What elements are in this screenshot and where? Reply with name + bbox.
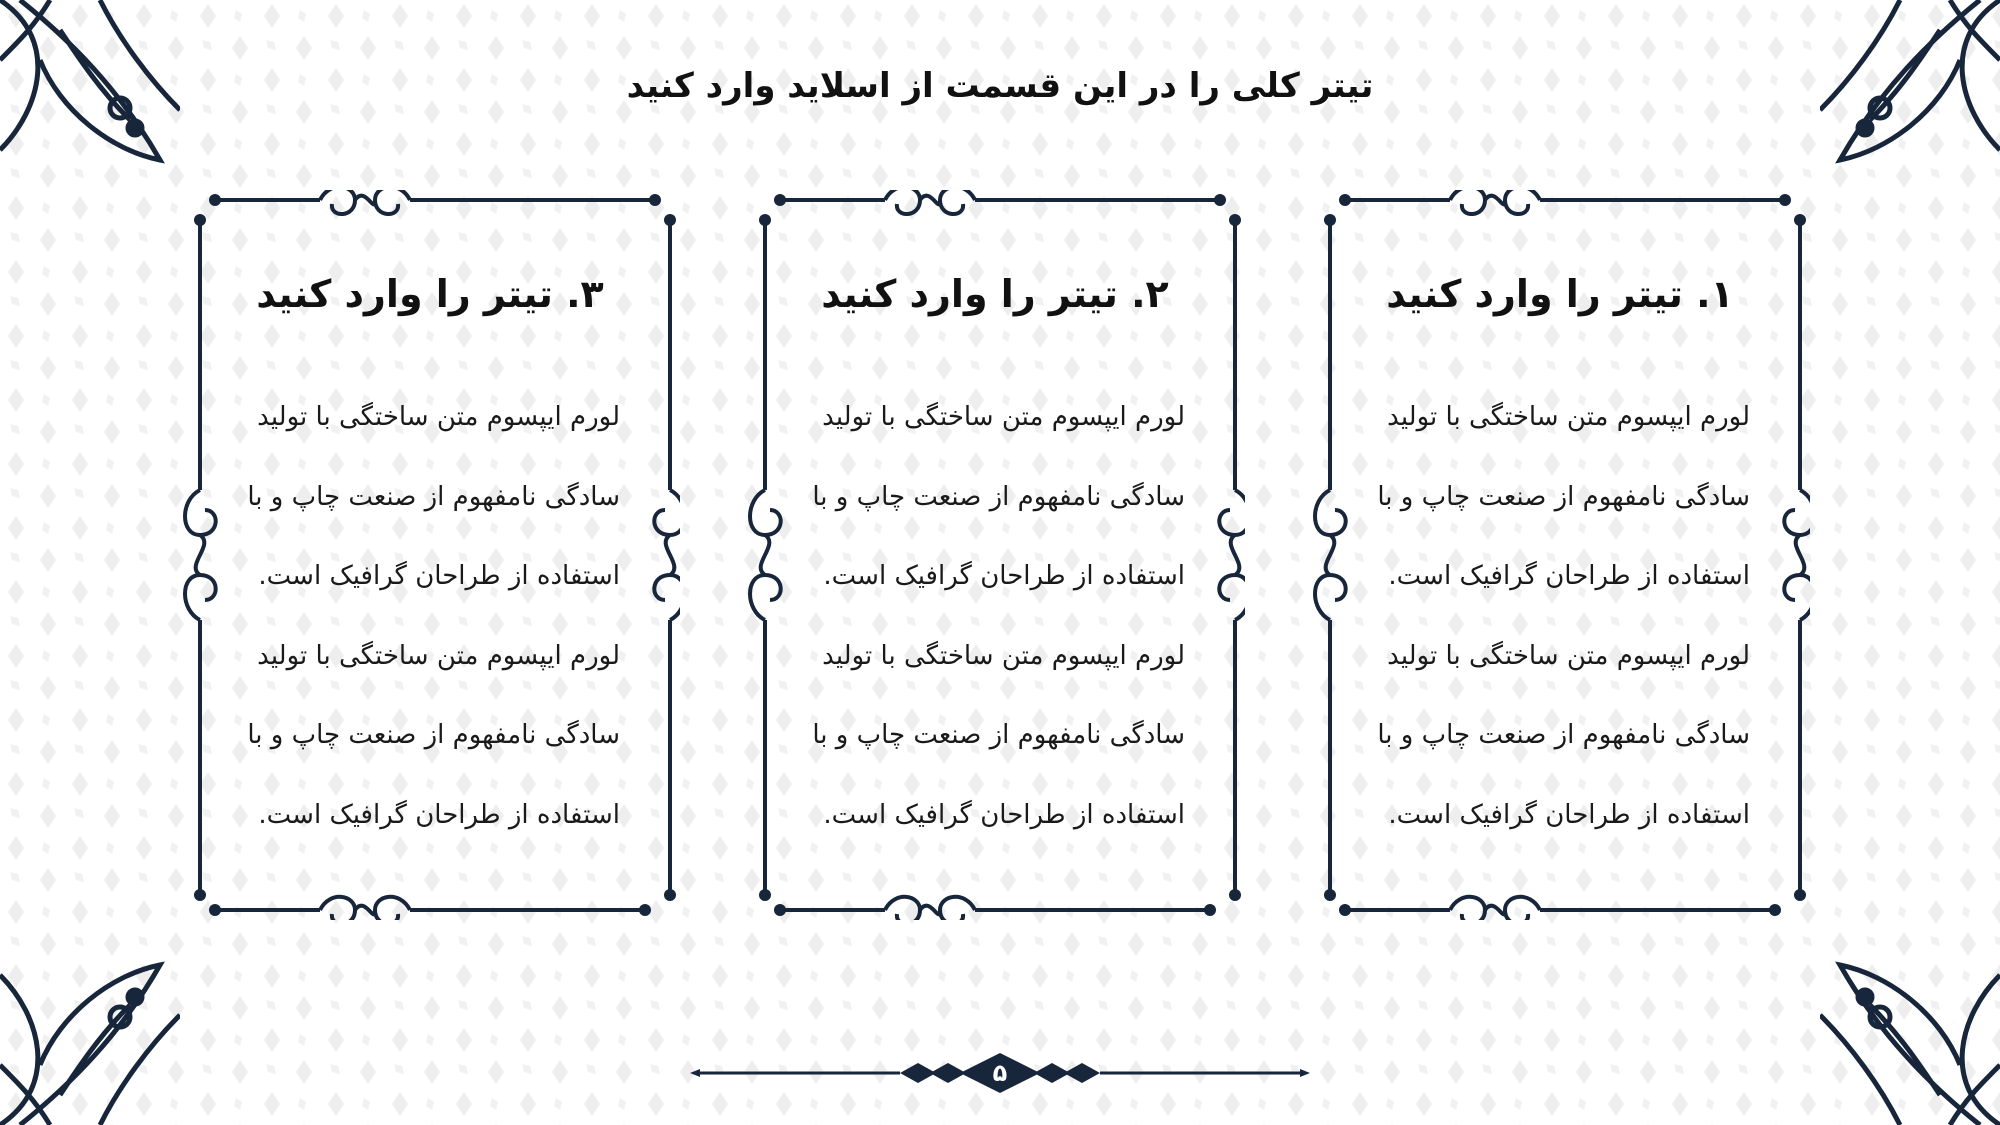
card-text-line: لورم ایپسوم متن ساختگی با تولید [1387,640,1750,671]
card-1 [1310,190,1810,920]
card-text-line: لورم ایپسوم متن ساختگی با تولید [822,640,1185,671]
card-text-line: سادگی نامفهوم از صنعت چاپ و با [812,481,1185,512]
slide-title: تیتر کلی را در این قسمت از اسلاید وارد کنید [626,66,1374,106]
card-title: ۱. تیتر را وارد کنید [1386,272,1734,316]
card-text-line: سادگی نامفهوم از صنعت چاپ و با [247,481,620,512]
card-text-line: سادگی نامفهوم از صنعت چاپ و با [247,720,620,750]
card-text-line: لورم ایپسوم متن ساختگی با تولید [257,640,620,671]
card-text-line: سادگی نامفهوم از صنعت چاپ و با [1377,481,1750,512]
card-2 [745,190,1245,920]
card-title: ۲. تیتر را وارد کنید [821,272,1169,316]
card-text-line: استفاده از طراحان گرافیک است. [823,561,1185,591]
card-text-line: استفاده از طراحان گرافیک است. [258,799,620,830]
card-body [1370,378,1750,855]
card-title: ۳. تیتر را وارد کنید [256,272,604,316]
card-text-line: استفاده از طراحان گرافیک است. [1388,799,1750,830]
card-text-line: سادگی نامفهوم از صنعت چاپ و با [812,720,1185,750]
card-text-line: استفاده از طراحان گرافیک است. [1388,561,1750,591]
card-3 [180,190,680,920]
mandala-corner-icon [1820,945,2000,1125]
mandala-corner-icon [0,0,180,180]
card-text-line: استفاده از طراحان گرافیک است. [823,799,1185,830]
card-body [805,378,1185,855]
card-body [240,378,620,855]
mandala-corner-icon [1820,0,2000,180]
card-text-line: سادگی نامفهوم از صنعت چاپ و با [1377,720,1750,750]
card-text-line: لورم ایپسوم متن ساختگی با تولید [822,402,1185,432]
page-number: ۵ [992,1059,1008,1087]
mandala-corner-icon [0,945,180,1125]
card-text-line: لورم ایپسوم متن ساختگی با تولید [257,402,620,432]
card-text-line: لورم ایپسوم متن ساختگی با تولید [1387,402,1750,432]
card-text-line: استفاده از طراحان گرافیک است. [258,561,620,591]
